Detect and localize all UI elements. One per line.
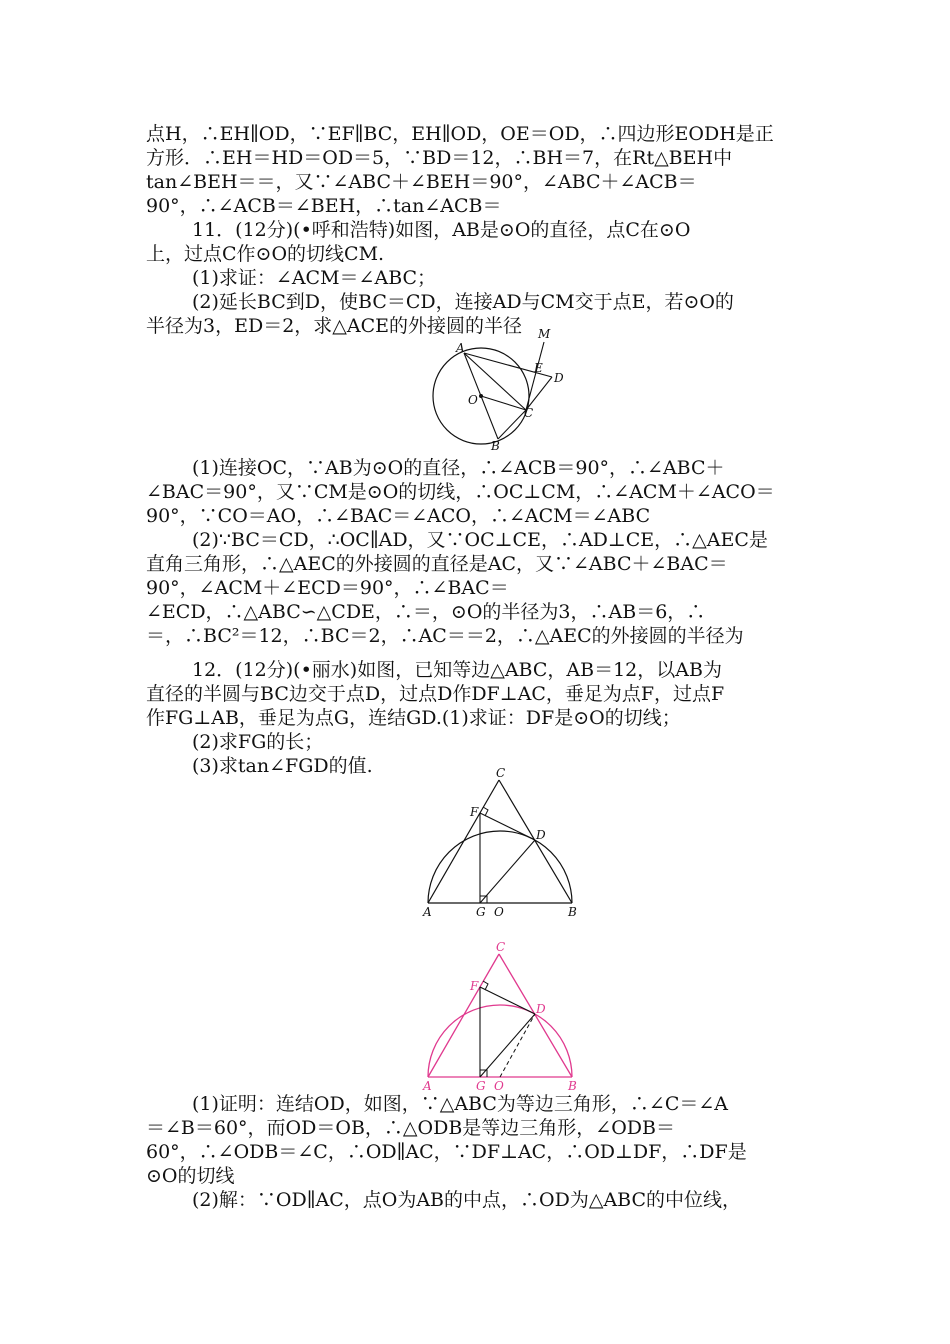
figure3-label-f: F [470, 979, 479, 993]
problem-11-heading: 11．(12分)(•呼和浩特)如图，AB是⊙O的直径，点C在⊙O [192, 219, 691, 241]
figure1-label-c: C [524, 406, 534, 420]
text-line: 半径为3，ED＝2，求△ACE的外接圆的半径 [146, 315, 523, 337]
text-line: tan∠BEH＝＝，又∵∠ABC＋∠BEH＝90°，∠ABC＋∠ACB＝ [146, 171, 697, 193]
solution-11 [146, 456, 810, 648]
text-line: ＝∠B＝60°，而OD＝OB，∴△ODB是等边三角形，∠ODB＝ [146, 1117, 675, 1139]
circle-tangent-figure [420, 328, 570, 454]
figure2-label-b: B [568, 905, 577, 918]
text-line: (2)延长BC到D，使BC＝CD，连接AD与CM交于点E，若⊙O的 [192, 291, 734, 313]
problem-12 [146, 658, 810, 778]
solution-figure-highlighted [420, 940, 580, 1092]
figure2-label-o: O [494, 905, 504, 918]
problem-12-heading: 12．(12分)(•丽水)如图，已知等边△ABC，AB＝12，以AB为 [192, 659, 722, 681]
text-line: 点H，∴EH∥OD，∵EF∥BC，EH∥OD，OE＝OD，∴四边形EODH是正 [146, 123, 774, 145]
text-line: 90°，∴∠ACB＝∠BEH，∴tan∠ACB＝ [146, 195, 502, 217]
figure1-label-o: O [468, 393, 478, 407]
text-line: (2)解：∵OD∥AC，点O为AB的中点，∴OD为△ABC的中位线， [192, 1189, 742, 1211]
text-line: 直径的半圆与BC边交于点D，过点D作DF⊥AC，垂足为点F，过点F [146, 683, 725, 705]
text-line: 上，过点C作⊙O的切线CM. [146, 243, 385, 265]
figure1-label-e: E [534, 361, 543, 375]
figure1-label-b: B [491, 439, 500, 453]
text-line: ∠ECD，∴△ABC∽△CDE，∴＝，⊙O的半径为3，∴AB＝6，∴ [146, 601, 706, 623]
text-line: (2)求FG的长； [192, 731, 324, 753]
text-line: 90°，∠ACM＋∠ECD＝90°，∴∠BAC＝ [146, 577, 509, 599]
semicircle-triangle-figure [420, 766, 580, 918]
figure1-label-a: A [456, 341, 465, 355]
text-block-continuation [146, 122, 810, 218]
figure2-label-d: D [536, 828, 546, 842]
text-line: 作FG⊥AB，垂足为点G，连结GD.(1)求证：DF是⊙O的切线； [146, 707, 681, 729]
figure1-label-d: D [554, 371, 564, 385]
text-line: 60°，∴∠ODB＝∠C，∴OD∥AC，∵DF⊥AC，∴OD⊥DF，∴DF是 [146, 1141, 747, 1163]
text-line: (1)连接OC，∵AB为⊙O的直径，∴∠ACB＝90°，∴∠ABC＋ [192, 457, 725, 479]
figure1-label-m: M [538, 328, 551, 341]
text-line: 直角三角形，∴△AEC的外接圆的直径是AC，又∵∠ABC＋∠BAC＝ [146, 553, 728, 575]
figure3-label-d: D [536, 1002, 546, 1016]
figure2-label-c: C [496, 766, 506, 780]
text-line: 90°，∵CO＝AO，∴∠BAC＝∠ACO，∴∠ACM＝∠ABC [146, 505, 651, 527]
text-line: 方形．∴EH＝HD＝OD＝5，∵BD＝12，∴BH＝7，在Rt△BEH中 [146, 147, 733, 169]
figure3-label-b: B [568, 1079, 577, 1092]
text-line: ⊙O的切线 [146, 1165, 235, 1187]
text-line: (1)证明：连结OD，如图，∵△ABC为等边三角形，∴∠C＝∠A [192, 1093, 729, 1115]
text-line: ∠BAC＝90°，又∵CM是⊙O的切线，∴OC⊥CM，∴∠ACM＋∠ACO＝ [146, 481, 775, 503]
figure2-label-f: F [470, 805, 479, 819]
problem-11 [146, 218, 810, 338]
figure2-label-g: G [476, 905, 486, 918]
text-line: (2)∵BC＝CD，∴OC∥AD，又∵OC⊥CE，∴AD⊥CE，∴△AEC是 [192, 529, 768, 551]
figure3-label-a: A [423, 1079, 432, 1092]
figure3-label-c: C [496, 940, 506, 954]
figure3-label-g: G [476, 1079, 486, 1092]
figure3-label-o: O [494, 1079, 504, 1092]
text-line: (3)求tan∠FGD的值. [192, 755, 373, 777]
text-line: (1)求证：∠ACM＝∠ABC； [192, 267, 437, 289]
solution-12 [146, 1092, 810, 1212]
text-line: ＝，∴BC²＝12，∴BC＝2，∴AC＝＝2，∴△AEC的外接圆的半径为 [146, 625, 744, 647]
figure2-label-a: A [423, 905, 432, 918]
